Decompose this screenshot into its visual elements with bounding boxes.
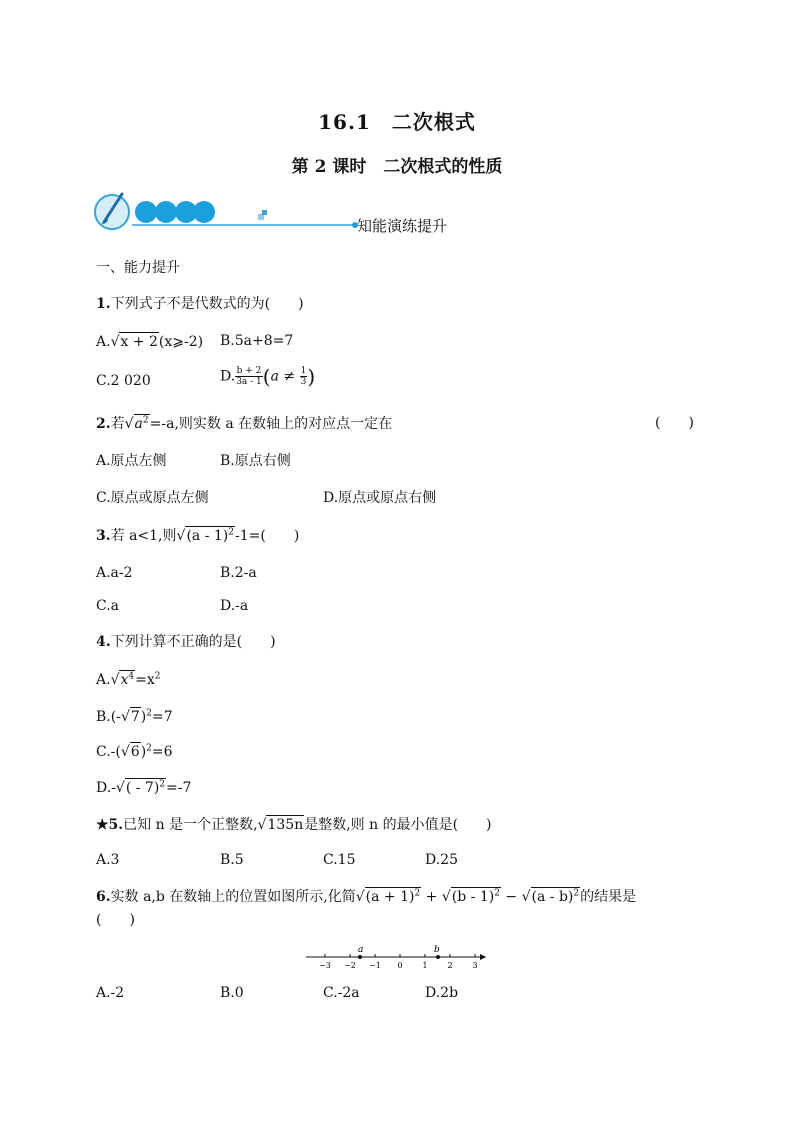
q4-option-c (96, 742, 173, 761)
question-stem: 实数 a,b 在数轴上的位置如图所示,化简 (110, 889, 356, 905)
question-stem: 下列式子不是代数式的为( ) (110, 296, 304, 312)
option-letter: A. (96, 334, 111, 350)
q2-option-a: A.原点左侧 (96, 453, 167, 469)
exponent: 2 (146, 743, 152, 754)
denominator: 3 (300, 377, 307, 387)
q6-option-a: A.-2 (96, 985, 125, 1001)
q1-option-c: C.2 020 (96, 373, 151, 389)
question-number: 2. (96, 416, 111, 432)
question-number: 1. (96, 296, 111, 312)
point-a (358, 955, 362, 959)
radical: $√(a + 1)^2$ (355, 888, 421, 905)
q1-option-b: B.5a+8=7 (220, 333, 294, 349)
denominator: 3a - 1 (236, 377, 262, 387)
radicand: x + 2 (120, 334, 158, 350)
radical: √6 (120, 744, 140, 760)
question-stem: 下列计算不正确的是( ) (110, 634, 276, 650)
question-stem: =-a,则实数 a 在数轴上的对应点一定在 (149, 416, 393, 432)
question-stem: 是整数,则 n 的最小值是( ) (304, 817, 492, 833)
option-letter: D. (220, 368, 236, 385)
q3-option-b: B.2-a (220, 565, 257, 581)
q5-option-b: B.5 (220, 852, 244, 868)
question-stem: 已知 n 是一个正整数, (123, 817, 258, 833)
option-text: D.- (96, 780, 116, 796)
q5-option-c: C.15 (323, 852, 356, 868)
operator: + (421, 889, 442, 905)
q2-answer-blank: ( ) (655, 415, 694, 431)
axis-arrow-icon (480, 954, 486, 960)
point-b-label: b (434, 945, 440, 955)
section-heading: 一、能力提升 (96, 260, 180, 276)
exponent: 4 (128, 671, 135, 682)
q5-option-a: A.3 (96, 852, 120, 868)
radical: √7 (120, 709, 140, 725)
operator: − (500, 889, 522, 905)
question-stem: -1=( ) (234, 528, 300, 544)
exponent: 2 (154, 671, 161, 682)
question-number: ★5. (96, 817, 124, 833)
option-text: =7 (151, 709, 173, 725)
numerator: 1 (300, 366, 307, 376)
question-stem: 若 (110, 416, 125, 432)
axis-tick-label: −1 (369, 961, 381, 970)
question-3 (96, 526, 299, 545)
point-a-label: a (358, 945, 364, 955)
radical: √( - 7)$^2$ (115, 779, 166, 796)
radical: √135n (257, 817, 304, 833)
question-1 (96, 295, 304, 313)
axis-tick-label: −2 (344, 961, 356, 970)
question-stem: 若 a<1,则 (110, 528, 177, 544)
q6-option-c: C.-2a (323, 985, 360, 1001)
question-2 (96, 414, 392, 433)
question-number: 6. (96, 889, 111, 905)
exponent: 2 (573, 888, 580, 899)
option-text: =6 (151, 744, 173, 760)
radicand: ( - 7) (125, 780, 160, 796)
question-5 (96, 815, 492, 834)
axis-tick-label: 1 (422, 961, 428, 970)
q6-option-d: D.2b (425, 985, 459, 1001)
radicand: 6 (130, 744, 140, 760)
axis-tick-label: −3 (319, 961, 331, 970)
option-text: ) (140, 744, 147, 760)
radicand: a (134, 416, 143, 432)
radicand: (a - b) (531, 889, 574, 905)
q6-answer-blank: ( ) (96, 912, 135, 928)
q6-option-b: B.0 (220, 985, 244, 1001)
radical: $√x^4$ (110, 671, 135, 688)
q3-option-a: A.a-2 (96, 565, 133, 581)
point-b (436, 955, 440, 959)
radical: $√a^2$ (124, 415, 149, 432)
exponent: 2 (142, 415, 149, 426)
numerator: b + 2 (236, 366, 262, 376)
exponent: 2 (159, 779, 166, 790)
q2-option-d: D.原点或原点右侧 (323, 490, 437, 506)
option-text: C.-( (96, 744, 121, 760)
q3-option-c: C.a (96, 598, 120, 614)
question-stem: 的结果是 (580, 889, 637, 905)
question-4 (96, 633, 276, 651)
option-condition: (x⩾-2) (158, 334, 204, 350)
fraction (235, 366, 263, 387)
q4-option-d (96, 778, 191, 797)
q1-option-a (96, 332, 203, 351)
radical: √(b - 1)$^2$ (441, 888, 500, 905)
option-text: =x (135, 672, 155, 688)
radicand: 135n (267, 817, 304, 833)
number-line (300, 940, 495, 974)
axis-tick-label: 3 (472, 961, 478, 970)
option-text: B.(- (96, 709, 121, 725)
option-text: =-7 (166, 780, 192, 796)
axis-tick-label: 0 (397, 961, 403, 970)
question-number: 4. (96, 634, 111, 650)
axis-tick-label: 2 (447, 961, 453, 970)
q3-option-d: D.-a (220, 598, 249, 614)
q1-option-d: D. $\frac{b + 2}{3a - 1}$ (a ≠ $\frac{1}{3}$ ) (220, 364, 316, 389)
q4-option-b (96, 707, 173, 726)
radicand: (a - 1) (186, 528, 229, 544)
radicand: 7 (130, 709, 140, 725)
lesson-subtitle: 第 2 课时 二次根式的性质 (291, 157, 503, 177)
radicand: (b - 1) (451, 889, 495, 905)
option-condition: a ≠ (270, 368, 300, 385)
option-letter: A. (96, 672, 111, 688)
lesson-title: 16.1 二次根式 (318, 110, 476, 134)
q2-option-b: B.原点右侧 (220, 453, 291, 469)
radical: √(a - 1)$^2$ (176, 527, 234, 544)
exponent: 2 (228, 527, 234, 538)
radical: √(a - b)$^2$ (521, 888, 580, 905)
radicand: (a + 1) (365, 889, 415, 905)
question-number: 3. (96, 528, 111, 544)
exponent: 2 (414, 888, 421, 899)
question-6 (96, 887, 636, 906)
exponent: 2 (494, 888, 500, 899)
radical: √x + 2 (110, 334, 158, 350)
radicand: x (120, 672, 129, 688)
exponent: 2 (146, 708, 152, 719)
option-text: ) (140, 709, 147, 725)
q2-option-c: C.原点或原点左侧 (96, 490, 209, 506)
banner-label: 知能演练提升 (357, 217, 448, 235)
q4-option-a (96, 670, 161, 689)
q5-option-d: D.25 (425, 852, 458, 868)
